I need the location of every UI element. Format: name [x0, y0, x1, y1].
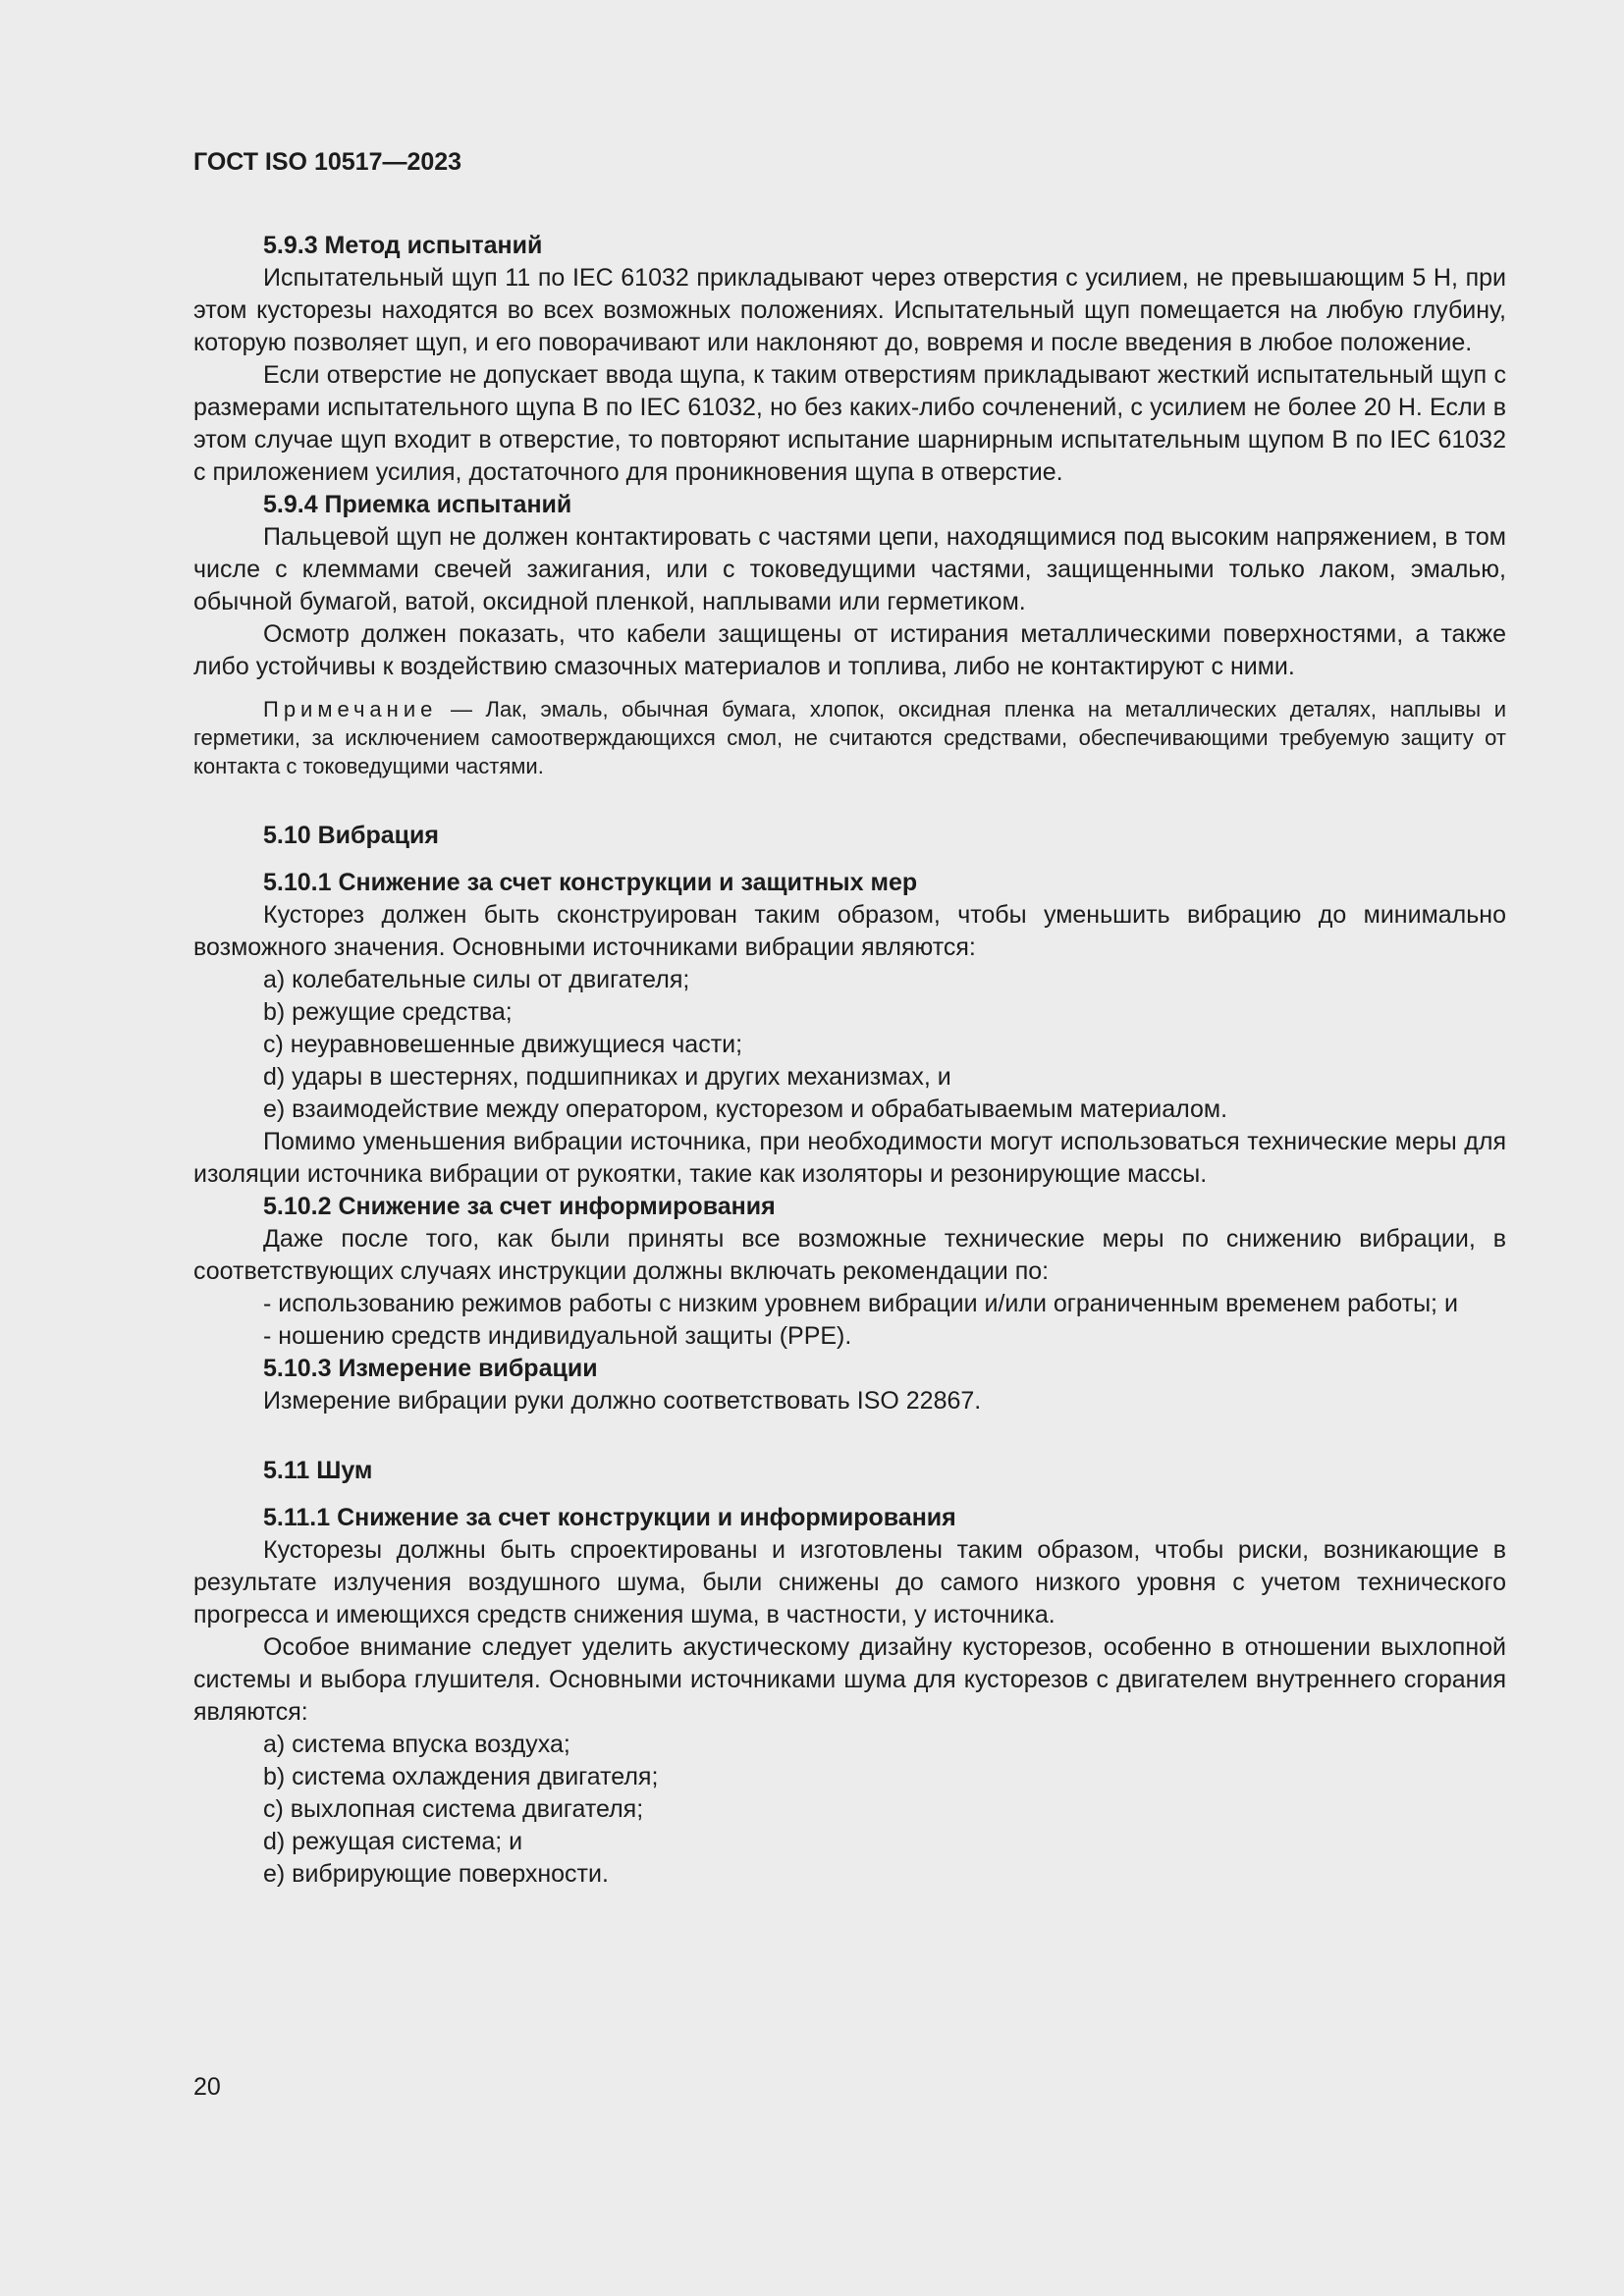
- heading-5-11: 5.11 Шум: [263, 1457, 373, 1484]
- paragraph: Пальцевой щуп не должен контактировать с частями цепи, находящимися под высоким напряжением, в том числе с клеммами свечей зажигания, или с токоведущими частями, защищенными только лаком, эмалью, обычной бумагой, ватой, оксидной пленкой, наплывами или герметиком.: [193, 523, 1506, 615]
- page-number: 20: [193, 2073, 221, 2101]
- paragraph: Кусторезы должны быть спроектированы и изготовлены таким образом, чтобы риски, возникающие в результате излучения воздушного шума, были снижены до самого низкого уровня с учетом технического прогресса и имеющихся средств снижения шума, в частности, у источника.: [193, 1536, 1506, 1629]
- list-item: a) колебательные силы от двигателя;: [263, 966, 690, 993]
- paragraph: Осмотр должен показать, что кабели защищены от истирания металлическими поверхностями, а также либо устойчивы к воздействию смазочных материалов и топлива, либо не контактируют с ними.: [193, 620, 1506, 680]
- heading-5-9-4: 5.9.4 Приемка испытаний: [263, 491, 572, 518]
- paragraph: Даже после того, как были приняты все возможные технические меры по снижению вибрации, в соответствующих случаях инструкции должны включать рекомендации по:: [193, 1225, 1506, 1285]
- list-item: a) система впуска воздуха;: [263, 1731, 570, 1758]
- paragraph: Измерение вибрации руки должно соответствовать ISO 22867.: [263, 1387, 982, 1415]
- list-item: e) вибрирующие поверхности.: [263, 1860, 609, 1888]
- list-item: c) неуравновешенные движущиеся части;: [263, 1031, 743, 1058]
- paragraph: Испытательный щуп 11 по IEC 61032 прикладывают через отверстия с усилием, не превышающим 5 Н, при этом кусторезы находятся во всех возможных положениях. Испытательный щуп помещается на любую глубину, которую позволяет щуп, и его поворачивают или наклоняют до, вовремя и после введения в любое положение.: [193, 264, 1506, 356]
- paragraph: Особое внимание следует уделить акустическому дизайну кусторезов, особенно в отношении выхлопной системы и выбора глушителя. Основными источниками шума для кусторезов с двигателем внутреннего сгорания являются:: [193, 1633, 1506, 1726]
- document-page: [193, 145, 1506, 1891]
- note-text: — Лак, эмаль, обычная бумага, хлопок, оксидная пленка на металлических деталях, наплывы и герметики, за исключением самоотверждающихся смол, не считаются средствами, обеспечивающими требуемую защиту от контакта с токоведущими частями.: [193, 697, 1506, 778]
- list-item: b) система охлаждения двигателя;: [263, 1763, 659, 1790]
- heading-5-10-3: 5.10.3 Измерение вибрации: [263, 1355, 598, 1382]
- note: [193, 695, 1506, 780]
- paragraph: Если отверстие не допускает ввода щупа, к таким отверстиям прикладывают жесткий испытательный щуп с размерами испытательного щупа В по IEC 61032, но без каких-либо сочленений, с усилием не более 20 Н. Если в этом случае щуп входит в отверстие, то повторяют испытание шарнирным испытательным щупом В по IEC 61032 с приложением усилия, достаточного для проникновения щупа в отверстие.: [193, 361, 1506, 486]
- list-item: d) режущая система; и: [263, 1828, 523, 1855]
- list-item: b) режущие средства;: [263, 998, 513, 1026]
- list-item: c) выхлопная система двигателя;: [263, 1795, 644, 1823]
- heading-5-11-1: 5.11.1 Снижение за счет конструкции и информирования: [263, 1504, 956, 1531]
- heading-5-10: 5.10 Вибрация: [263, 822, 439, 849]
- list-item: e) взаимодействие между оператором, кусторезом и обрабатываемым материалом.: [263, 1095, 1228, 1123]
- paragraph: Кусторез должен быть сконструирован таким образом, чтобы уменьшить вибрацию до минимально возможного значения. Основными источниками вибрации являются:: [193, 901, 1506, 961]
- heading-5-10-1: 5.10.1 Снижение за счет конструкции и защитных мер: [263, 869, 918, 896]
- document-header: ГОСТ ISO 10517—2023: [193, 148, 462, 176]
- paragraph: Помимо уменьшения вибрации источника, при необходимости могут использоваться технические меры для изоляции источника вибрации от рукоятки, такие как изоляторы и резонирующие массы.: [193, 1128, 1506, 1188]
- list-item: - использованию режимов работы с низким уровнем вибрации и/или ограниченным временем работы; и: [263, 1290, 1458, 1317]
- heading-5-10-2: 5.10.2 Снижение за счет информирования: [263, 1193, 776, 1220]
- heading-5-9-3: 5.9.3 Метод испытаний: [263, 232, 543, 259]
- list-item: - ношению средств индивидуальной защиты (PPE).: [263, 1322, 852, 1350]
- note-label: Примечание: [263, 697, 438, 721]
- list-item: d) удары в шестернях, подшипниках и других механизмах, и: [263, 1063, 951, 1091]
